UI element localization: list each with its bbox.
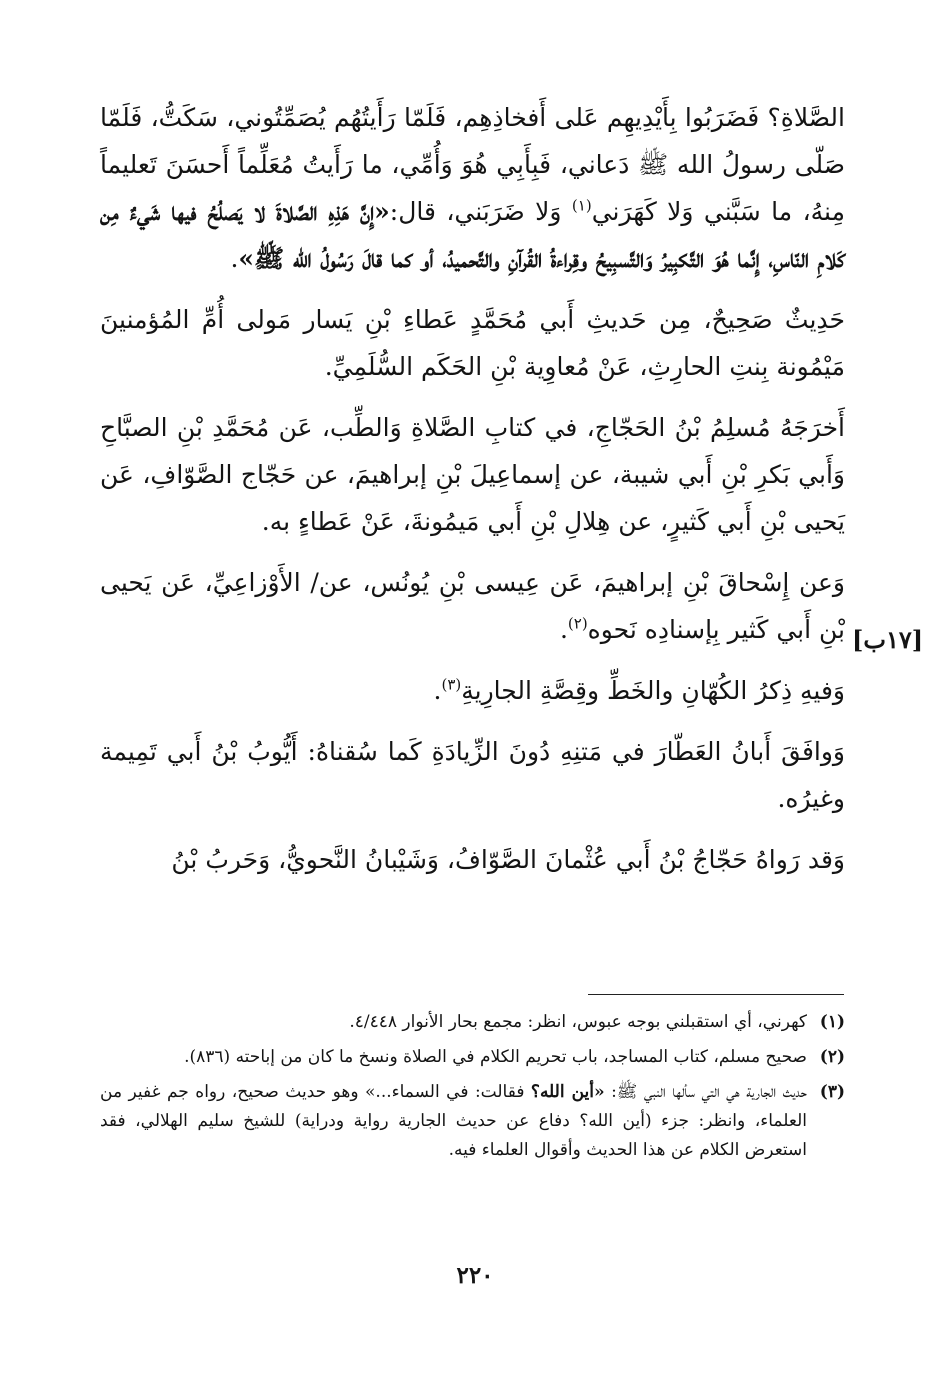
footnote-text-part: حديث الجارية هي التي سألها النبي ﷺ: [604, 1082, 807, 1102]
footnote-2 [100, 1043, 845, 1072]
footnote-text [100, 1078, 807, 1165]
footnote-quote: «أين الله؟ [530, 1082, 605, 1102]
paragraph-other-narrations: وَقد رَواهُ حَجّاجُ بْنُ أَبي عُثْمانَ الصَّوّافُ، وَشَيْبانُ النَّحويُّ، وَحَربُ بْنُ [171, 845, 845, 874]
main-text [100, 94, 845, 883]
second-chain-text: وَعن إِسْحاقَ بْنِ إبراهيمَ، عَن عِيسى بْنِ يُونُس، عن/ الأَوْزاعِيِّ، عَن يَحيى بْنِ أَبي كَثير بِإسنادِه نَحوه [100, 568, 845, 644]
sentence-end: . [559, 615, 568, 644]
paragraph-hadith-grade: حَدِيثٌ صَحِيحٌ، مِن حَديثِ أَبي مُحَمَّدٍ عَطاءِ بْنِ يَسار مَولى أُمِّ المُؤمنينَ مَيْمُونة بِنتِ الحارِثِ، عَنْ مُعاوِية بْنِ الحَكَم السُّلَمِيِّ. [100, 305, 845, 381]
paragraph-hadith-text [100, 94, 845, 282]
footnote-ref-2[interactable]: (٢) [567, 614, 588, 633]
paragraph-takhrij: أَخرَجَهُ مُسلِمُ بْنُ الحَجّاجِ، في كتابِ الصَّلاةِ وَالطِّب، عَن مُحَمَّدِ بْنِ الصبَّاحِ وَأَبي بَكرِ بْنِ أَبي شيبة، عن إسماعِيلَ بْنِ إبراهيمَ، عن حَجّاج الصَّوّافِ، عَن يَحيى بْنِ أَبي كَثيرٍ، عن هِلالِ بْنِ أَبي مَيمُونةَ، عَنْ عَطاءٍ به. [100, 413, 845, 536]
footnote-number: (١) [819, 1012, 845, 1032]
prophetic-quote: «إِنَّ هَذِهِ الصَّلاةَ لا يَصلُحُ فيها شَيءٌ مِن كَلامِ النّاسِ، إِنَّما هُوَ التَّكبِيرُ وَالتَّسبِيحُ وقِراءةُ القُرآنِ والتَّحميدُ، أو كما قالَ رَسُولُ الله ﷺ» [100, 197, 845, 273]
footnote-separator [588, 994, 844, 995]
footnote-3 [100, 1078, 845, 1165]
footnote-text: صحيح مسلم، كتاب المساجد، باب تحريم الكلام في الصلاة ونسخ ما كان من إباحته (٨٣٦). [184, 1047, 807, 1067]
hadith-intro: الصَّلاةِ؟ فَضَرَبُوا بِأَيْدِيهِم عَلى أَفخاذِهِم، فَلَمّا رَأَيتُهُم يُصَمِّتُوني، سَكَتُّ، فَلَمّا صَلّى رسولُ الله ﷺ دَعاني، فَبِأَبِي هُوَ وَأُمِّي، ما رَأَيتُ مُعَلِّماً أَحسَنَ تَعليماً مِنهُ، ما سَبَّني وَلا كَهَرَني [100, 103, 845, 226]
content-note-text: وَفيهِ ذِكرُ الكُهّانِ والخَطِّ وقِصَّةِ الجارِيةِ [461, 676, 845, 705]
manuscript-folio-marker: [١٧ب] [852, 625, 924, 654]
paragraph-content-note [100, 667, 845, 714]
paragraph-second-chain [100, 559, 845, 653]
footnotes [100, 1008, 845, 1171]
hadith-continuation: وَلا ضَرَبَني، قال: [389, 197, 572, 226]
sentence-end: . [230, 244, 239, 273]
footnote-ref-1[interactable]: (١) [571, 196, 592, 215]
footnote-number: (٢) [819, 1047, 845, 1067]
paragraph-agreement: وَوافَقَ أَبانُ العَطّارَ في مَتنِهِ دُونَ الزِّيادَةِ كَما سُقناهُ: أَيُّوبُ بْنُ أَبي تَمِيمة وغيرُه. [100, 737, 845, 813]
footnote-text: كهرني، أي استقبلني بوجه عبوس، انظر: مجمع بحار الأنوار ٤/٤٤٨. [349, 1012, 807, 1032]
footnote-text-part: فقالت: في السماء...» وهو حديث صحيح، رواه جم غفير من العلماء، وانظر: جزء (أين الله؟ دفاع عن حديث الجارية رواية ودراية) للشيخ سليم الهلالي، فقد استعرض الكلام عن هذا الحديث وأقوال العلماء فيه. [100, 1082, 807, 1160]
sentence-end: . [433, 676, 442, 705]
footnote-number: (٣) [819, 1082, 845, 1102]
footnote-ref-3[interactable]: (٣) [441, 675, 462, 694]
footnote-1 [100, 1008, 845, 1037]
page-number: ٢٢٠ [456, 1262, 494, 1289]
